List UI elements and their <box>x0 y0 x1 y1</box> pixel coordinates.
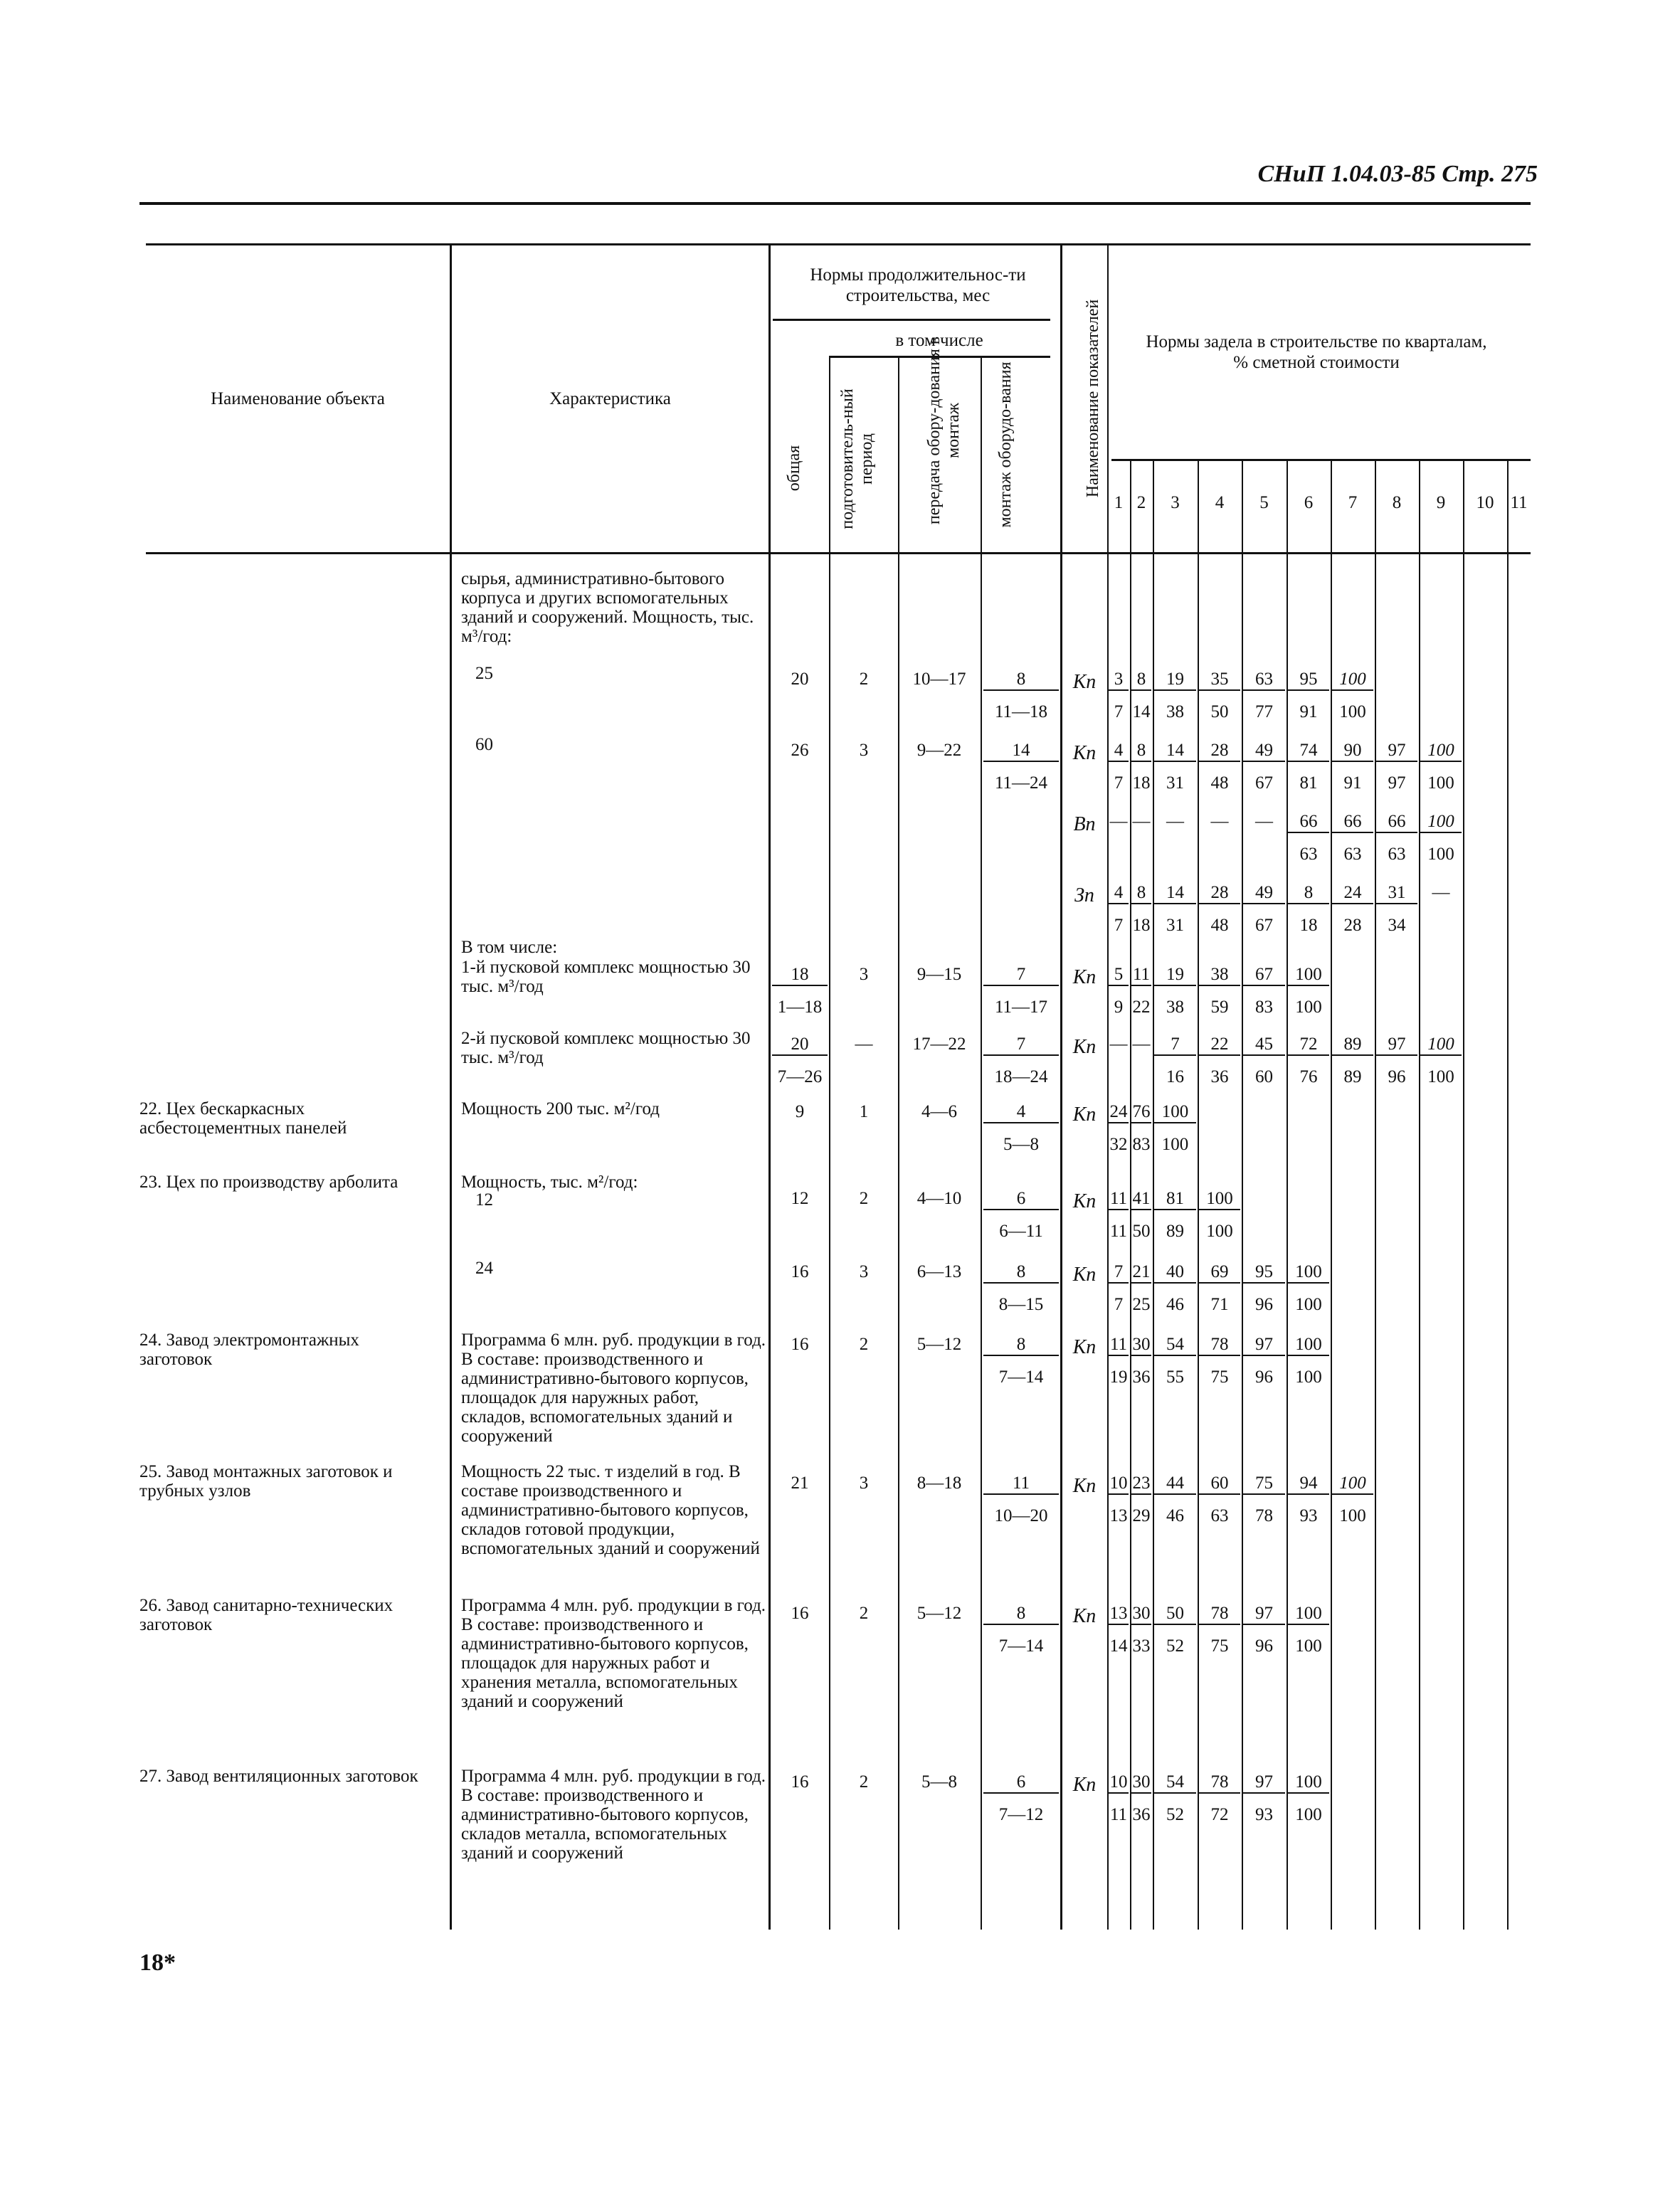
transfer-value: 9—15 <box>916 965 962 984</box>
quarter-bottom: 31 <box>1166 773 1184 793</box>
quarter-bottom: 81 <box>1299 773 1318 793</box>
quarter-bottom: 32 <box>1109 1135 1128 1154</box>
prep-value: 2 <box>859 1604 869 1623</box>
char-23: Мощность, тыс. м²/год: <box>461 1173 638 1192</box>
indicator-value: Кп <box>1072 1605 1097 1627</box>
quarter-bottom: 7 <box>1114 773 1124 793</box>
quarter-top: 100 <box>1332 1473 1373 1495</box>
quarter-top: 74 <box>1288 740 1329 762</box>
quarter-top: 76 <box>1131 1101 1151 1123</box>
quarter-top: 100 <box>1288 964 1329 986</box>
quarter-top: 14 <box>1154 740 1196 762</box>
quarter-bottom: 36 <box>1132 1367 1151 1387</box>
total-value: 20 <box>791 670 809 689</box>
transfer-value: 5—8 <box>921 1772 957 1792</box>
header-prep: подготовитель-ный период <box>838 388 876 529</box>
quarter-top: 100 <box>1288 1261 1329 1284</box>
quarter-top: 24 <box>1109 1101 1129 1123</box>
quarter-bottom: 46 <box>1166 1295 1184 1314</box>
header-transfer: передача обору-дования в монтаж <box>925 336 963 525</box>
quarter-bottom: 67 <box>1255 773 1273 793</box>
quarter-top: 14 <box>1154 882 1196 904</box>
mount-bottom: 11—17 <box>994 998 1048 1017</box>
quarter-header: 2 <box>1136 493 1146 512</box>
mount-bottom: 7—14 <box>998 1636 1044 1656</box>
quarter-top: 7 <box>1154 1034 1196 1056</box>
quarter-top: 54 <box>1154 1772 1196 1794</box>
quarter-top: 30 <box>1131 1603 1151 1625</box>
prep-value: 3 <box>859 965 869 984</box>
indicator-value: Кп <box>1072 1336 1097 1358</box>
prep-value: 3 <box>859 1262 869 1281</box>
quarter-bottom: 89 <box>1343 1067 1362 1086</box>
header-backlog: Нормы задела в строительстве по кварталам, % сметной стоимости <box>1146 332 1487 372</box>
quarter-top: 100 <box>1420 740 1462 762</box>
total-value: 21 <box>791 1474 809 1493</box>
quarter-top: 69 <box>1199 1261 1240 1284</box>
mount-top: 6 <box>983 1188 1059 1210</box>
header-indicator: Наименование показателей <box>1084 299 1102 498</box>
char-26: Программа 4 млн. руб. продукции в год. В составе: производственного и административно-бытового корпусов, площадок для наружных работ и хранения металла, вспомогательных зданий и сооружений <box>461 1596 766 1711</box>
quarter-top: 97 <box>1376 740 1417 762</box>
footer-mark: 18* <box>139 1949 176 1976</box>
quarter-bottom: 100 <box>1295 1367 1322 1387</box>
total-value: 12 <box>791 1189 809 1208</box>
quarter-bottom: 91 <box>1343 773 1362 793</box>
quarter-top: 89 <box>1332 1034 1373 1056</box>
quarter-top: 97 <box>1243 1772 1285 1794</box>
quarter-bottom: 36 <box>1210 1067 1229 1086</box>
total-top: 18 <box>772 964 828 986</box>
total-value: 16 <box>791 1262 809 1281</box>
quarter-bottom: 36 <box>1132 1805 1151 1824</box>
quarter-bottom: 48 <box>1210 916 1229 935</box>
table-header-bottom-rule <box>146 552 1531 554</box>
mount-top: 6 <box>983 1772 1059 1794</box>
quarter-top: 90 <box>1332 740 1373 762</box>
quarter-bottom: 9 <box>1114 998 1124 1017</box>
char-24: Программа 6 млн. руб. продукции в год. В составе: производственного и административно-бытового корпусов, площадок для наружных работ, складов, вспомогательных зданий и сооружений <box>461 1330 766 1446</box>
quarter-top: 19 <box>1154 669 1196 691</box>
char-complex-1: 1-й пусковой комплекс мощностью 30 тыс. м³/год <box>461 958 751 996</box>
quarter-bottom: 75 <box>1210 1367 1229 1387</box>
q-line <box>1375 459 1376 1930</box>
quarter-header: 1 <box>1114 493 1124 512</box>
indicator-value: Кп <box>1072 1475 1097 1497</box>
indicator-value: Кп <box>1072 1190 1097 1212</box>
transfer-value: 5—12 <box>916 1335 962 1354</box>
mount-top: 7 <box>983 964 1059 986</box>
quarter-header: 10 <box>1476 493 1494 512</box>
quarter-top: — <box>1132 1035 1151 1054</box>
quarter-bottom: 93 <box>1299 1506 1318 1525</box>
quarter-bottom: 29 <box>1132 1506 1151 1525</box>
quarter-header: 8 <box>1392 493 1402 512</box>
quarter-bottom: 63 <box>1343 845 1362 864</box>
quarter-top: 40 <box>1154 1261 1196 1284</box>
quarter-header: 9 <box>1436 493 1446 512</box>
quarter-top: 72 <box>1288 1034 1329 1056</box>
transfer-value: 4—10 <box>916 1189 962 1208</box>
indicator-value: Кп <box>1072 742 1097 764</box>
prep-value: — <box>855 1035 873 1054</box>
quarter-top: 100 <box>1154 1101 1196 1123</box>
quarter-top: 13 <box>1109 1603 1129 1625</box>
header-characteristic: Характеристика <box>549 389 671 408</box>
page-header: СНиП 1.04.03-85 Стр. 275 <box>1257 161 1538 187</box>
transfer-value: 17—22 <box>912 1035 966 1054</box>
quarter-bottom: 100 <box>1339 702 1366 721</box>
total-value: 16 <box>791 1604 809 1623</box>
quarter-top: 19 <box>1154 964 1196 986</box>
quarter-top: 67 <box>1243 964 1285 986</box>
quarter-top: 11 <box>1109 1334 1129 1356</box>
quarter-bottom: 100 <box>1161 1135 1189 1154</box>
quarter-top: 30 <box>1131 1772 1151 1794</box>
quarter-top: 66 <box>1288 811 1329 833</box>
quarter-bottom: 25 <box>1132 1295 1151 1314</box>
table-top-rule <box>146 243 1531 245</box>
object-26: 26. Завод санитарно-технических заготовок <box>139 1596 393 1634</box>
transfer-value: 10—17 <box>912 670 966 689</box>
quarter-top: 28 <box>1199 740 1240 762</box>
quarter-bottom: 63 <box>1388 845 1406 864</box>
total-value: 9 <box>795 1102 805 1121</box>
transfer-value: 8—18 <box>916 1474 962 1493</box>
quarter-top: 100 <box>1199 1188 1240 1210</box>
q-line <box>1419 459 1420 1930</box>
transfer-value: 9—22 <box>916 741 962 760</box>
quarter-bottom: 59 <box>1210 998 1229 1017</box>
quarter-bottom: 33 <box>1132 1636 1151 1656</box>
quarter-bottom: 96 <box>1388 1067 1406 1086</box>
mount-top: 8 <box>983 1334 1059 1356</box>
quarter-bottom: 19 <box>1109 1367 1128 1387</box>
quarter-header: 4 <box>1215 493 1225 512</box>
quarter-bottom: 71 <box>1210 1295 1229 1314</box>
indicator-value: Кп <box>1072 671 1097 693</box>
quarter-top: 100 <box>1420 1034 1462 1056</box>
char-23-12: 12 <box>475 1190 493 1210</box>
quarter-top: 66 <box>1332 811 1373 833</box>
quarter-bottom: 7 <box>1114 1295 1124 1314</box>
mount-bottom: 7—12 <box>998 1805 1044 1824</box>
header-incl: в том числе <box>895 331 983 350</box>
quarter-bottom: 83 <box>1132 1135 1151 1154</box>
quarter-bottom: 52 <box>1166 1805 1184 1824</box>
mount-top: 11 <box>983 1473 1059 1495</box>
quarter-top: 4 <box>1109 740 1129 762</box>
quarters-subrule <box>1111 459 1531 461</box>
prep-value: 2 <box>859 1772 869 1792</box>
object-27: 27. Завод вентиляционных заготовок <box>139 1767 418 1786</box>
transfer-value: 6—13 <box>916 1262 962 1281</box>
quarter-top: 81 <box>1154 1188 1196 1210</box>
quarter-top: 49 <box>1243 882 1285 904</box>
quarter-top: 95 <box>1288 669 1329 691</box>
mount-bottom: 6—11 <box>999 1222 1043 1241</box>
mount-top: 8 <box>983 1261 1059 1284</box>
quarter-bottom: 60 <box>1255 1067 1273 1086</box>
quarter-bottom: 50 <box>1210 702 1229 721</box>
quarter-top: 11 <box>1131 964 1151 986</box>
header-name: Наименование объекта <box>211 389 385 408</box>
mount-top: 14 <box>983 740 1059 762</box>
quarter-bottom: 96 <box>1255 1367 1273 1387</box>
quarter-bottom: 11 <box>1109 1805 1128 1824</box>
quarter-top: 66 <box>1376 811 1417 833</box>
quarter-top: 35 <box>1199 669 1240 691</box>
quarter-top: — <box>1109 812 1128 831</box>
mount-bottom: 10—20 <box>994 1506 1048 1525</box>
quarter-top: — <box>1432 883 1450 902</box>
mount-top: 8 <box>983 1603 1059 1625</box>
quarter-bottom: 18 <box>1132 916 1151 935</box>
object-23: 23. Цех по производству арболита <box>139 1173 398 1192</box>
quarter-top: 63 <box>1243 669 1285 691</box>
quarter-bottom: 91 <box>1299 702 1318 721</box>
quarter-top: — <box>1109 1035 1128 1054</box>
mount-top: 8 <box>983 669 1059 691</box>
quarter-bottom: 83 <box>1255 998 1273 1017</box>
quarter-top: 50 <box>1154 1603 1196 1625</box>
char-incl: В том числе: <box>461 938 558 957</box>
quarter-top: 78 <box>1199 1603 1240 1625</box>
quarter-bottom: 48 <box>1210 773 1229 793</box>
quarter-bottom: 11 <box>1109 1222 1128 1241</box>
quarter-bottom: 50 <box>1132 1222 1151 1241</box>
quarter-top: 10 <box>1109 1772 1129 1794</box>
quarter-bottom: 38 <box>1166 702 1184 721</box>
indicator-value: Зп <box>1074 884 1094 906</box>
quarter-header: 7 <box>1348 493 1358 512</box>
mount-top: 7 <box>983 1034 1059 1056</box>
prep-value: 3 <box>859 741 869 760</box>
quarter-top: 54 <box>1154 1334 1196 1356</box>
quarter-top: 10 <box>1109 1473 1129 1495</box>
quarter-bottom: 100 <box>1339 1506 1366 1525</box>
char-23-24: 24 <box>475 1259 493 1278</box>
quarter-bottom: 14 <box>1132 702 1151 721</box>
quarter-bottom: 78 <box>1255 1506 1273 1525</box>
quarter-top: 31 <box>1376 882 1417 904</box>
char-25-block: Мощность 22 тыс. т изделий в год. В составе производственного и административно-бытового корпусов, складов готовой продукции, вспомогательных зданий и сооружений <box>461 1462 760 1558</box>
quarter-bottom: 38 <box>1166 998 1184 1017</box>
quarter-top: 23 <box>1131 1473 1151 1495</box>
quarter-bottom: 67 <box>1255 916 1273 935</box>
q-line <box>1463 459 1464 1930</box>
header-total: общая <box>785 445 803 492</box>
quarter-bottom: 63 <box>1210 1506 1229 1525</box>
quarter-bottom: 100 <box>1427 845 1454 864</box>
quarter-bottom: 46 <box>1166 1506 1184 1525</box>
header-rule <box>139 202 1531 205</box>
quarter-bottom: 7 <box>1114 916 1124 935</box>
quarter-top: 21 <box>1131 1261 1151 1284</box>
mount-bottom: 7—14 <box>998 1367 1044 1387</box>
quarter-header: 6 <box>1304 493 1314 512</box>
quarter-top: 100 <box>1288 1334 1329 1356</box>
quarter-top: 38 <box>1199 964 1240 986</box>
object-22: 22. Цех бескаркасных асбестоцементных панелей <box>139 1099 347 1138</box>
mount-bottom: 8—15 <box>998 1295 1044 1314</box>
quarter-top: 97 <box>1376 1034 1417 1056</box>
mount-bottom: 18—24 <box>994 1067 1048 1086</box>
quarter-top: — <box>1255 812 1273 831</box>
quarter-bottom: 100 <box>1427 1067 1454 1086</box>
quarter-top: 97 <box>1243 1603 1285 1625</box>
quarter-bottom: 52 <box>1166 1636 1184 1656</box>
quarter-bottom: 7 <box>1114 702 1124 721</box>
indicator-value: Кп <box>1072 1774 1097 1796</box>
indicator-value: Кп <box>1072 1104 1097 1126</box>
char-60: 60 <box>475 735 493 754</box>
char-22: Мощность 200 тыс. м²/год <box>461 1099 660 1118</box>
quarter-header: 5 <box>1259 493 1269 512</box>
header-mount: монтаж оборудо-вания <box>996 361 1015 528</box>
quarter-top: 100 <box>1288 1772 1329 1794</box>
quarter-bottom: 93 <box>1255 1805 1273 1824</box>
quarter-bottom: 100 <box>1206 1222 1233 1241</box>
quarter-top: 45 <box>1243 1034 1285 1056</box>
norms-subrule <box>773 319 1050 321</box>
quarter-bottom: 28 <box>1343 916 1362 935</box>
quarter-bottom: 96 <box>1255 1636 1273 1656</box>
quarter-top: 97 <box>1243 1334 1285 1356</box>
quarter-top: 8 <box>1131 882 1151 904</box>
quarter-bottom: 100 <box>1295 1636 1322 1656</box>
quarter-top: 24 <box>1332 882 1373 904</box>
total-value: 16 <box>791 1772 809 1792</box>
quarter-top: 3 <box>1109 669 1129 691</box>
prep-value: 3 <box>859 1474 869 1493</box>
total-bottom: 7—26 <box>777 1067 823 1086</box>
quarter-bottom: 76 <box>1299 1067 1318 1086</box>
object-24: 24. Завод электромонтажных заготовок <box>139 1330 359 1369</box>
quarter-bottom: 31 <box>1166 916 1184 935</box>
quarter-top: 4 <box>1109 882 1129 904</box>
quarter-top: 22 <box>1199 1034 1240 1056</box>
quarter-top: 60 <box>1199 1473 1240 1495</box>
quarter-bottom: 100 <box>1427 773 1454 793</box>
quarter-bottom: 100 <box>1295 1295 1322 1314</box>
quarter-top: 78 <box>1199 1772 1240 1794</box>
quarter-top: 8 <box>1131 669 1151 691</box>
quarter-bottom: 16 <box>1166 1067 1184 1086</box>
quarter-top: 5 <box>1109 964 1129 986</box>
quarter-header: 3 <box>1171 493 1180 512</box>
total-value: 26 <box>791 741 809 760</box>
quarter-bottom: 100 <box>1295 1805 1322 1824</box>
mount-bottom: 5—8 <box>1003 1135 1039 1154</box>
quarter-bottom: 100 <box>1295 998 1322 1017</box>
quarter-bottom: 72 <box>1210 1805 1229 1824</box>
quarter-top: 41 <box>1131 1188 1151 1210</box>
quarter-top: 75 <box>1243 1473 1285 1495</box>
quarter-top: 49 <box>1243 740 1285 762</box>
quarter-header: 11 <box>1510 493 1528 512</box>
quarter-bottom: 55 <box>1166 1367 1184 1387</box>
q-line <box>1507 459 1509 1930</box>
quarter-top: 8 <box>1288 882 1329 904</box>
transfer-value: 4—6 <box>921 1102 957 1121</box>
quarter-bottom: 63 <box>1299 845 1318 864</box>
quarter-top: — <box>1166 812 1184 831</box>
total-value: 16 <box>791 1335 809 1354</box>
quarter-top: 100 <box>1332 669 1373 691</box>
quarter-bottom: 75 <box>1210 1636 1229 1656</box>
header-norms-duration: Нормы продолжительнос-ти строительства, мес <box>810 265 1026 305</box>
quarter-bottom: 77 <box>1255 702 1273 721</box>
prep-value: 2 <box>859 1335 869 1354</box>
indicator-value: Кп <box>1072 1036 1097 1058</box>
indicator-value: Кп <box>1072 1264 1097 1286</box>
col-line-3 <box>829 356 830 1930</box>
quarter-bottom: 34 <box>1388 916 1406 935</box>
quarter-top: 30 <box>1131 1334 1151 1356</box>
quarter-bottom: 13 <box>1109 1506 1128 1525</box>
col-line-1 <box>450 243 452 1930</box>
prep-value: 2 <box>859 1189 869 1208</box>
quarter-bottom: 97 <box>1388 773 1406 793</box>
mount-bottom: 11—24 <box>994 773 1048 793</box>
quarter-top: 100 <box>1288 1603 1329 1625</box>
indicator-value: Кп <box>1072 966 1097 988</box>
col-line-6 <box>1060 243 1062 1930</box>
quarter-top: 28 <box>1199 882 1240 904</box>
total-top: 20 <box>772 1034 828 1056</box>
char-27: Программа 4 млн. руб. продукции в год. В составе: производственного и административно-бытового корпусов, складов металла, вспомогательных зданий и сооружений <box>461 1767 766 1863</box>
col-line-5 <box>981 356 982 1930</box>
quarter-bottom: 14 <box>1109 1636 1128 1656</box>
quarter-bottom: 18 <box>1299 916 1318 935</box>
prep-value: 2 <box>859 670 869 689</box>
quarter-top: — <box>1132 812 1151 831</box>
char-25: 25 <box>475 664 493 683</box>
quarter-top: 7 <box>1109 1261 1129 1284</box>
quarter-top: 44 <box>1154 1473 1196 1495</box>
quarter-top: 95 <box>1243 1261 1285 1284</box>
quarter-top: 11 <box>1109 1188 1129 1210</box>
char-block-0: сырья, административно-бытового корпуса и других вспомогательных зданий и сооружений. Мощность, тыс. м³/год: <box>461 569 754 646</box>
mount-top: 4 <box>983 1101 1059 1123</box>
total-bottom: 1—18 <box>777 998 823 1017</box>
quarter-top: 8 <box>1131 740 1151 762</box>
quarter-top: — <box>1210 812 1229 831</box>
transfer-value: 5—12 <box>916 1604 962 1623</box>
quarter-bottom: 89 <box>1166 1222 1184 1241</box>
quarter-bottom: 96 <box>1255 1295 1273 1314</box>
quarter-bottom: 18 <box>1132 773 1151 793</box>
col-line-2 <box>768 243 771 1930</box>
quarter-top: 78 <box>1199 1334 1240 1356</box>
object-25: 25. Завод монтажных заготовок и трубных узлов <box>139 1462 393 1501</box>
quarter-top: 94 <box>1288 1473 1329 1495</box>
indicator-value: Вп <box>1073 813 1096 835</box>
prep-value: 1 <box>859 1102 869 1121</box>
quarter-bottom: 22 <box>1132 998 1151 1017</box>
char-complex-2: 2-й пусковой комплекс мощностью 30 тыс. м³/год <box>461 1029 751 1067</box>
quarter-top: 100 <box>1420 811 1462 833</box>
col-line-4 <box>898 356 899 1930</box>
mount-bottom: 11—18 <box>994 702 1048 721</box>
